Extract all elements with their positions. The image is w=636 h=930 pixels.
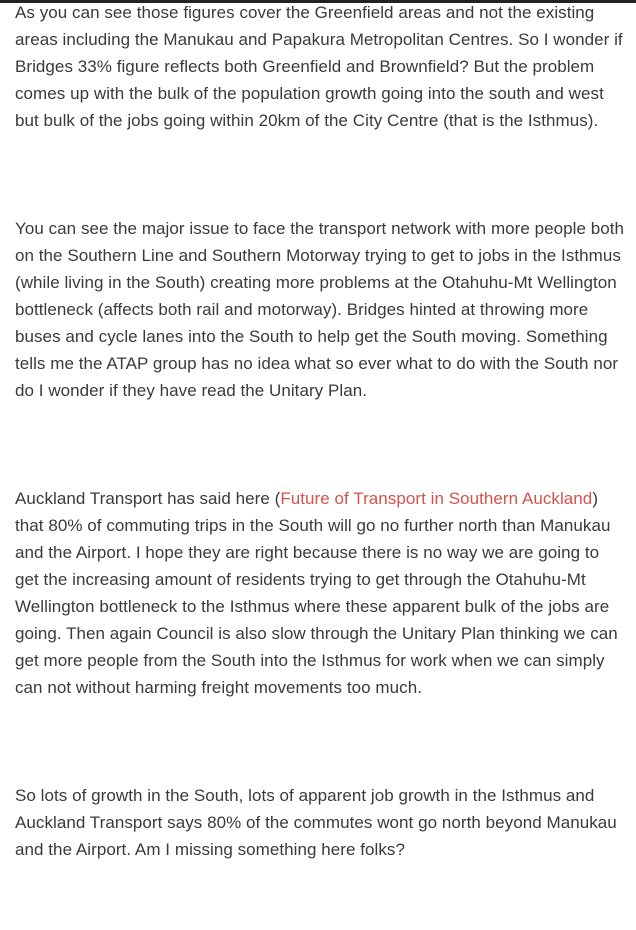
paragraph-4: So lots of growth in the South, lots of apparent job growth in the Isthmus and Auckland Transport says 80% of the commutes wont go north beyond Manukau and the Airport. Am I missing something here folks? xyxy=(15,786,617,859)
paragraph-1: As you can see those figures cover the Greenfield areas and not the existing areas including the Manukau and Papakura Metropolitan Centres. So I wonder if Bridges 33% figure reflects both Greenfield and Brownfield? But the problem comes up with the bulk of the population growth going into the south and west but bulk of the jobs going within 20km of the City Centre (that is the Isthmus). xyxy=(15,3,623,130)
paragraph-3-after-link: ) that 80% of commuting trips in the South will go no further north than Manukau and the Airport. I hope they are right because there is no way we are going to get the increasing amount of residents trying to get through the Otahuhu-Mt Wellington bottleneck to the Isthmus where these apparent bulk of the jobs are going. Then again Council is also slow through the Unitary Plan thinking we can get more people from the South into the Isthmus for work when we can simply can not without harming freight movements too much. xyxy=(15,489,618,697)
paragraph-3-before-link: Auckland Transport has said here ( xyxy=(15,489,281,508)
future-of-transport-link[interactable]: Future of Transport in Southern Auckland xyxy=(280,489,593,508)
article-body xyxy=(15,0,627,863)
paragraph-3 xyxy=(15,485,627,701)
paragraph-2: You can see the major issue to face the transport network with more people both on the Southern Line and Southern Motorway trying to get to jobs in the Isthmus (while living in the South) creating more problems at the Otahuhu-Mt Wellington bottleneck (affects both rail and motorway). Bridges hinted at throwing more buses and cycle lanes into the South to help get the South moving. Something tells me the ATAP group has no idea what so ever what to do with the South nor do I wonder if they have read the Unitary Plan. xyxy=(15,219,625,400)
